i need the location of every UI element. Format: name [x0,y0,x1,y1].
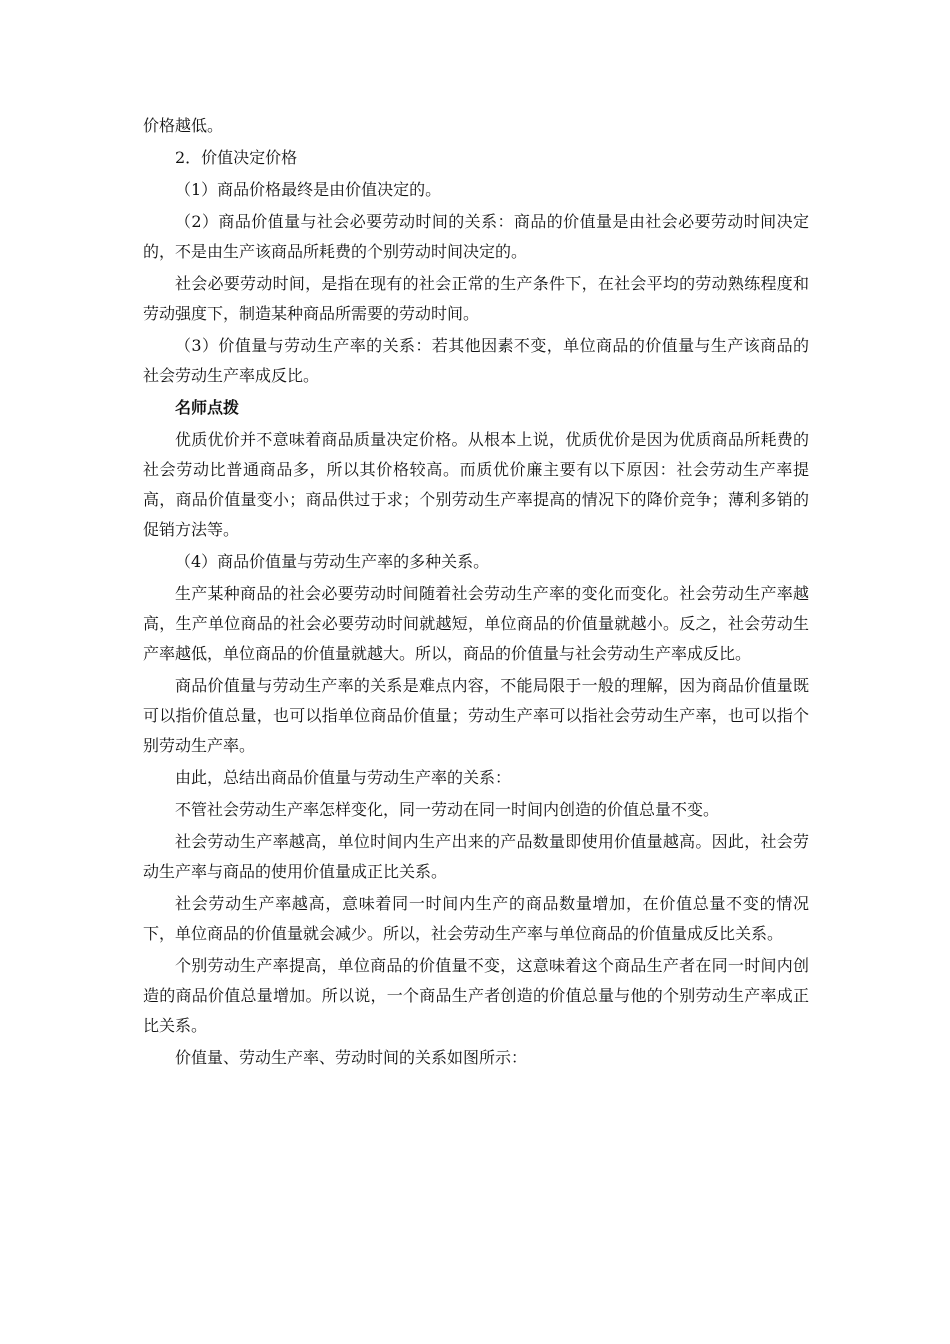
body-paragraph: 社会劳动生产率越高，意味着同一时间内生产的商品数量增加，在价值总量不变的情况下，单位商品的价值量就会减少。所以，社会劳动生产率与单位商品的价值量成反比关系。 [143,894,809,943]
paragraph-continuation: 价格越低。 [143,116,224,135]
body-paragraph: 不管社会劳动生产率怎样变化，同一劳动在同一时间内创造的价值总量不变。 [175,800,720,819]
body-paragraph: 由此，总结出商品价值量与劳动生产率的关系： [175,768,512,787]
body-paragraph: 社会劳动生产率越高，单位时间内生产出来的产品数量即使用价值量越高。因此，社会劳动生产率与商品的使用价值量成正比关系。 [143,832,809,881]
body-paragraph: 商品价值量与劳动生产率的关系是难点内容，不能局限于一般的理解，因为商品价值量既可以指价值总量，也可以指单位商品价值量；劳动生产率可以指社会劳动生产率，也可以指个别劳动生产率。 [143,676,809,755]
point-4: （4）商品价值量与劳动生产率的多种关系。 [175,552,490,571]
body-paragraph: 生产某种商品的社会必要劳动时间随着社会劳动生产率的变化而变化。社会劳动生产率越高，生产单位商品的社会必要劳动时间就越短，单位商品的价值量就越小。反之，社会劳动生产率越低，单位商品的价值量就越大。所以，商品的价值量与社会劳动生产率成反比。 [143,584,809,663]
point-2: （2）商品价值量与社会必要劳动时间的关系：商品的价值量是由社会必要劳动时间决定的，不是由生产该商品所耗费的个别劳动时间决定的。 [143,212,809,261]
document-body [143,111,809,1073]
point-3: （3）价值量与劳动生产率的关系：若其他因素不变，单位商品的价值量与生产该商品的社会劳动生产率成反比。 [143,336,809,385]
tip-heading: 名师点拨 [175,398,240,417]
figure-intro-paragraph: 价值量、劳动生产率、劳动时间的关系如图所示： [175,1048,528,1067]
point-1: （1）商品价格最终是由价值决定的。 [175,180,442,199]
definition-paragraph: 社会必要劳动时间，是指在现有的社会正常的生产条件下，在社会平均的劳动熟练程度和劳动强度下，制造某种商品所需要的劳动时间。 [143,274,809,323]
tip-paragraph: 优质优价并不意味着商品质量决定价格。从根本上说，优质优价是因为优质商品所耗费的社会劳动比普通商品多，所以其价格较高。而质优价廉主要有以下原因：社会劳动生产率提高，商品价值量变小；商品供过于求；个别劳动生产率提高的情况下的降价竞争；薄利多销的促销方法等。 [143,430,809,539]
body-paragraph: 个别劳动生产率提高，单位商品的价值量不变，这意味着这个商品生产者在同一时间内创造的商品价值总量增加。所以说，一个商品生产者创造的价值总量与他的个别劳动生产率成正比关系。 [143,956,809,1035]
section-heading-value-determines-price: 2．价值决定价格 [175,148,298,167]
